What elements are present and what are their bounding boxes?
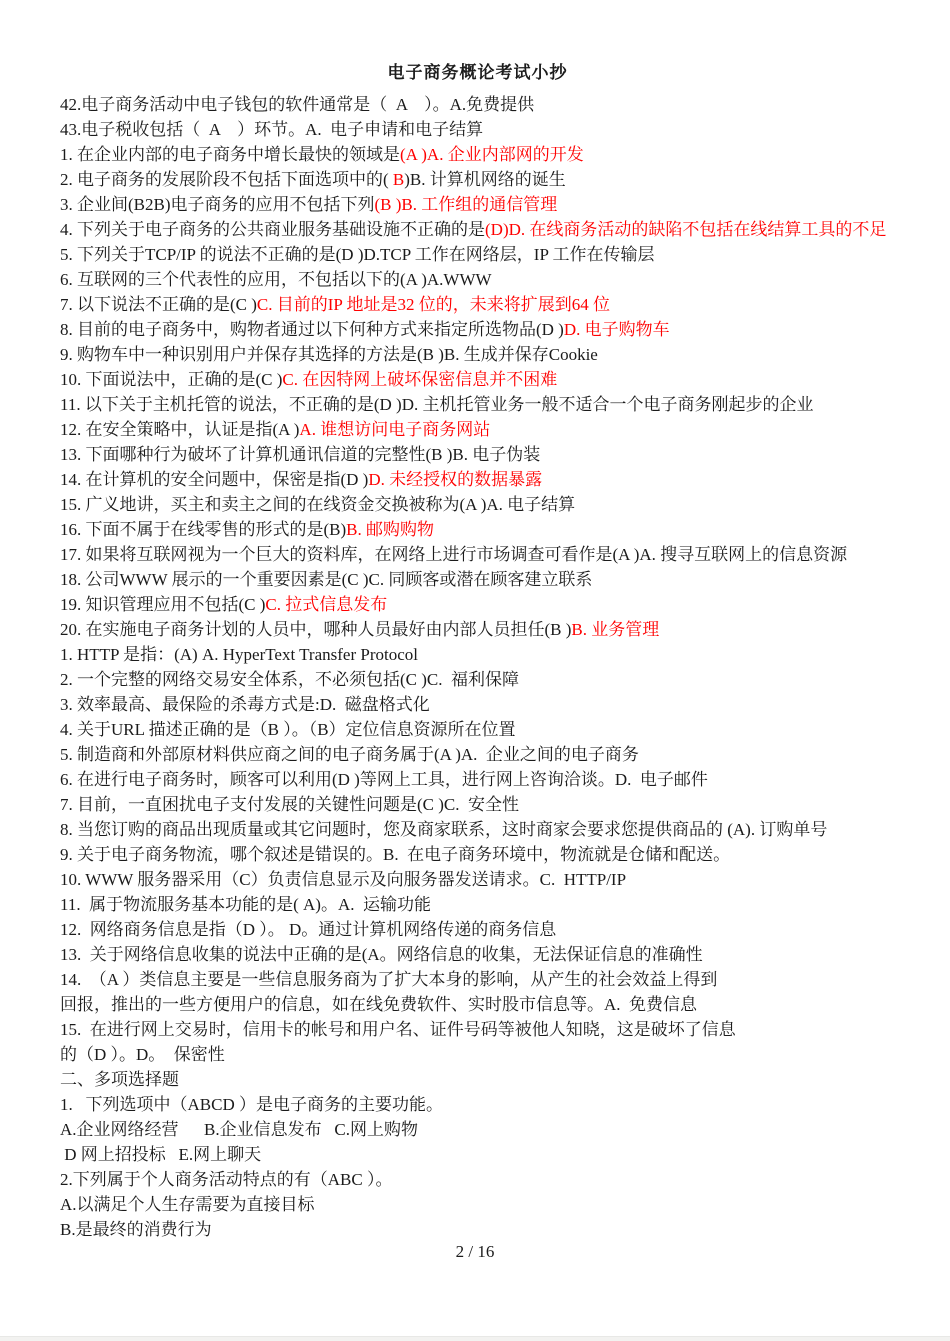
document-line xyxy=(60,917,895,942)
text-segment: 13. 下面哪种行为破坏了计算机通讯信道的完整性(B )B. 电子伪装 xyxy=(60,445,541,464)
text-segment: 8. 目前的电子商务中，购物者通过以下何种方式来指定所选物品(D ) xyxy=(60,320,564,339)
text-segment: B. 邮购购物 xyxy=(346,520,435,539)
text-segment: 2. 一个完整的网络交易安全体系，不必须包括(C )C. 福利保障 xyxy=(60,670,519,689)
text-segment: 1. HTTP 是指：(A) A. HyperText Transfer Protocol xyxy=(60,645,418,664)
document-line xyxy=(60,517,895,542)
document-line xyxy=(60,667,895,692)
text-segment: B.是最终的消费行为 xyxy=(60,1220,212,1239)
document-line xyxy=(60,492,895,517)
document-line xyxy=(60,767,895,792)
text-segment: A.以满足个人生存需要为直接目标 xyxy=(60,1195,315,1214)
document-line xyxy=(60,842,895,867)
document-line xyxy=(60,367,895,392)
document-line xyxy=(60,992,895,1017)
document-line xyxy=(60,892,895,917)
document-line xyxy=(60,342,895,367)
text-segment: (D)D. 在线商务活动的缺陷不包括在线结算工具的不足 xyxy=(485,220,887,239)
document-line xyxy=(60,1192,895,1217)
text-segment: 的（D ）。D。 保密性 xyxy=(60,1045,225,1064)
document-line xyxy=(60,292,895,317)
document-line xyxy=(60,742,895,767)
document-line xyxy=(60,942,895,967)
text-segment: 7. 以下说法不正确的是(C ) xyxy=(60,295,257,314)
text-segment: C. 目前的IP 地址是32 位的，未来将扩展到64 位 xyxy=(256,295,610,314)
document-line xyxy=(60,467,895,492)
text-segment: 2.下列属于个人商务活动特点的有（ABC ）。 xyxy=(60,1170,393,1189)
document-line xyxy=(60,567,895,592)
text-segment: 二、多项选择题 xyxy=(60,1070,179,1089)
text-segment: 11. 以下关于主机托管的说法，不正确的是(D )D. 主机托管业务一般不适合一个电子商务刚起步的企业 xyxy=(60,395,814,414)
text-segment: 回报，推出的一些方便用户的信息，如在线免费软件、实时股市信息等。A. 免费信息 xyxy=(60,995,698,1014)
document-line xyxy=(60,692,895,717)
text-segment: 3. 企业间(B2B)电子商务的应用不包括下列 xyxy=(60,195,375,214)
text-segment: 9. 购物车中一种识别用户并保存其选择的方法是(B )B. 生成并保存Cookie xyxy=(60,345,598,364)
text-segment: 13. 关于网络信息收集的说法中正确的是(A。网络信息的收集，无法保证信息的准确性 xyxy=(60,945,703,964)
text-segment: 10. 下面说法中，正确的是(C ) xyxy=(60,370,283,389)
document-line xyxy=(60,1217,895,1242)
document-line xyxy=(60,192,895,217)
text-segment: )B. 计算机网络的诞生 xyxy=(404,170,566,189)
document-line xyxy=(60,867,895,892)
text-segment: 16. 下面不属于在线零售的形式的是(B) xyxy=(60,520,347,539)
text-segment: 6. 互联网的三个代表性的应用，不包括以下的(A )A.WWW xyxy=(60,270,492,289)
document-line xyxy=(60,92,895,117)
document-line xyxy=(60,542,895,567)
document-line xyxy=(60,317,895,342)
page-title: 电子商务概论考试小抄 xyxy=(387,63,568,82)
text-segment: A.企业网络经营 B.企业信息发布 C.网上购物 xyxy=(60,1120,418,1139)
text-segment: 42.电子商务活动中电子钱包的软件通常是（ A ）。A.免费提供 xyxy=(60,95,535,114)
text-segment: B. 业务管理 xyxy=(571,620,660,639)
document-line xyxy=(60,642,895,667)
document-line xyxy=(60,392,895,417)
text-segment: 2. 电子商务的发展阶段不包括下面选项中的( xyxy=(60,170,393,189)
document-line xyxy=(60,617,895,642)
text-segment: 15. 在进行网上交易时，信用卡的帐号和用户名、证件号码等被他人知晓，这是破坏了信息 xyxy=(60,1020,736,1039)
document-line xyxy=(60,1142,895,1167)
text-segment: 4. 下列关于电子商务的公共商业服务基础设施不正确的是 xyxy=(60,220,485,239)
text-segment: 8. 当您订购的商品出现质量或其它问题时，您及商家联系，这时商家会要求您提供商品的 (A). 订购单号 xyxy=(60,820,828,839)
document-line xyxy=(60,242,895,267)
text-segment: 12. 网络商务信息是指（D ）。 D。通过计算机网络传递的商务信息 xyxy=(60,920,557,939)
text-segment: 12. 在安全策略中，认证是指(A ) xyxy=(60,420,300,439)
text-segment: 14. （A ）类信息主要是一些信息服务商为了扩大本身的影响，从产生的社会效益上得到 xyxy=(60,970,718,989)
document-line xyxy=(60,167,895,192)
document-line xyxy=(60,817,895,842)
document-line xyxy=(60,142,895,167)
text-segment: 43.电子税收包括（ A ）环节。A. 电子申请和电子结算 xyxy=(60,120,484,139)
document-line xyxy=(60,1092,895,1117)
text-segment: (A )A. 企业内部网的开发 xyxy=(400,145,584,164)
document-line xyxy=(60,267,895,292)
text-segment: 1. 下列选项中（ABCD ）是电子商务的主要功能。 xyxy=(60,1095,443,1114)
document-line xyxy=(60,1117,895,1142)
document-line xyxy=(60,417,895,442)
text-segment: 10. WWW 服务器采用（C）负责信息显示及向服务器发送请求。C. HTTP/IP xyxy=(60,870,627,889)
text-segment: B xyxy=(392,170,405,189)
text-segment: 11. 属于物流服务基本功能的是( A)。A. 运输功能 xyxy=(60,895,431,914)
text-segment: 19. 知识管理应用不包括(C ) xyxy=(60,595,266,614)
document-line xyxy=(60,1067,895,1092)
document-line xyxy=(60,792,895,817)
page-number: 2 / 16 xyxy=(455,1242,495,1261)
text-segment: 14. 在计算机的安全问题中，保密是指(D ) xyxy=(60,470,369,489)
document-line xyxy=(60,717,895,742)
text-segment: D. 电子购物车 xyxy=(563,320,670,339)
text-segment: 1. 在企业内部的电子商务中增长最快的领域是 xyxy=(60,145,400,164)
text-segment: 15. 广义地讲，买主和卖主之间的在线资金交换被称为(A )A. 电子结算 xyxy=(60,495,576,514)
text-segment: 4. 关于URL 描述正确的是（B ）。（B）定位信息资源所在位置 xyxy=(60,720,516,739)
text-segment: 20. 在实施电子商务计划的人员中，哪种人员最好由内部人员担任(B ) xyxy=(60,620,572,639)
document-body xyxy=(60,92,895,1242)
text-segment: 17. 如果将互联网视为一个巨大的资料库，在网络上进行市场调查可看作是(A )A. 搜寻互联网上的信息资源 xyxy=(60,545,848,564)
text-segment: 9. 关于电子商务物流，哪个叙述是错误的。B. 在电子商务环境中，物流就是仓储和配送。 xyxy=(60,845,731,864)
document-line xyxy=(60,967,895,992)
text-segment: 5. 制造商和外部原材料供应商之间的电子商务属于(A )A. 企业之间的电子商务 xyxy=(60,745,639,764)
document-line xyxy=(60,442,895,467)
document-line xyxy=(60,592,895,617)
text-segment: C. 拉式信息发布 xyxy=(265,595,388,614)
document-line xyxy=(60,117,895,142)
text-segment: (B )B. 工作组的通信管理 xyxy=(374,195,558,214)
bottom-page-edge xyxy=(0,1336,950,1341)
text-segment: 3. 效率最高、最保险的杀毒方式是:D. 磁盘格式化 xyxy=(60,695,430,714)
text-segment: 18. 公司WWW 展示的一个重要因素是(C )C. 同顾客或潜在顾客建立联系 xyxy=(60,570,593,589)
document-line xyxy=(60,217,895,242)
text-segment: D. 未经授权的数据暴露 xyxy=(368,470,543,489)
document-line xyxy=(60,1017,895,1042)
text-segment: C. 在因特网上破坏保密信息并不困难 xyxy=(282,370,558,389)
text-segment: 7. 目前，一直困扰电子支付发展的关键性问题是(C )C. 安全性 xyxy=(60,795,519,814)
text-segment: 6. 在进行电子商务时，顾客可以利用(D )等网上工具，进行网上咨询洽谈。D. 电子邮件 xyxy=(60,770,708,789)
text-segment: 5. 下列关于TCP/IP 的说法不正确的是(D )D.TCP 工作在网络层，IP 工作在传输层 xyxy=(60,245,655,264)
document-line xyxy=(60,1167,895,1192)
document-line xyxy=(60,1042,895,1067)
text-segment: A. 谁想访问电子商务网站 xyxy=(299,420,491,439)
text-segment: D 网上招投标 E.网上聊天 xyxy=(60,1145,262,1164)
